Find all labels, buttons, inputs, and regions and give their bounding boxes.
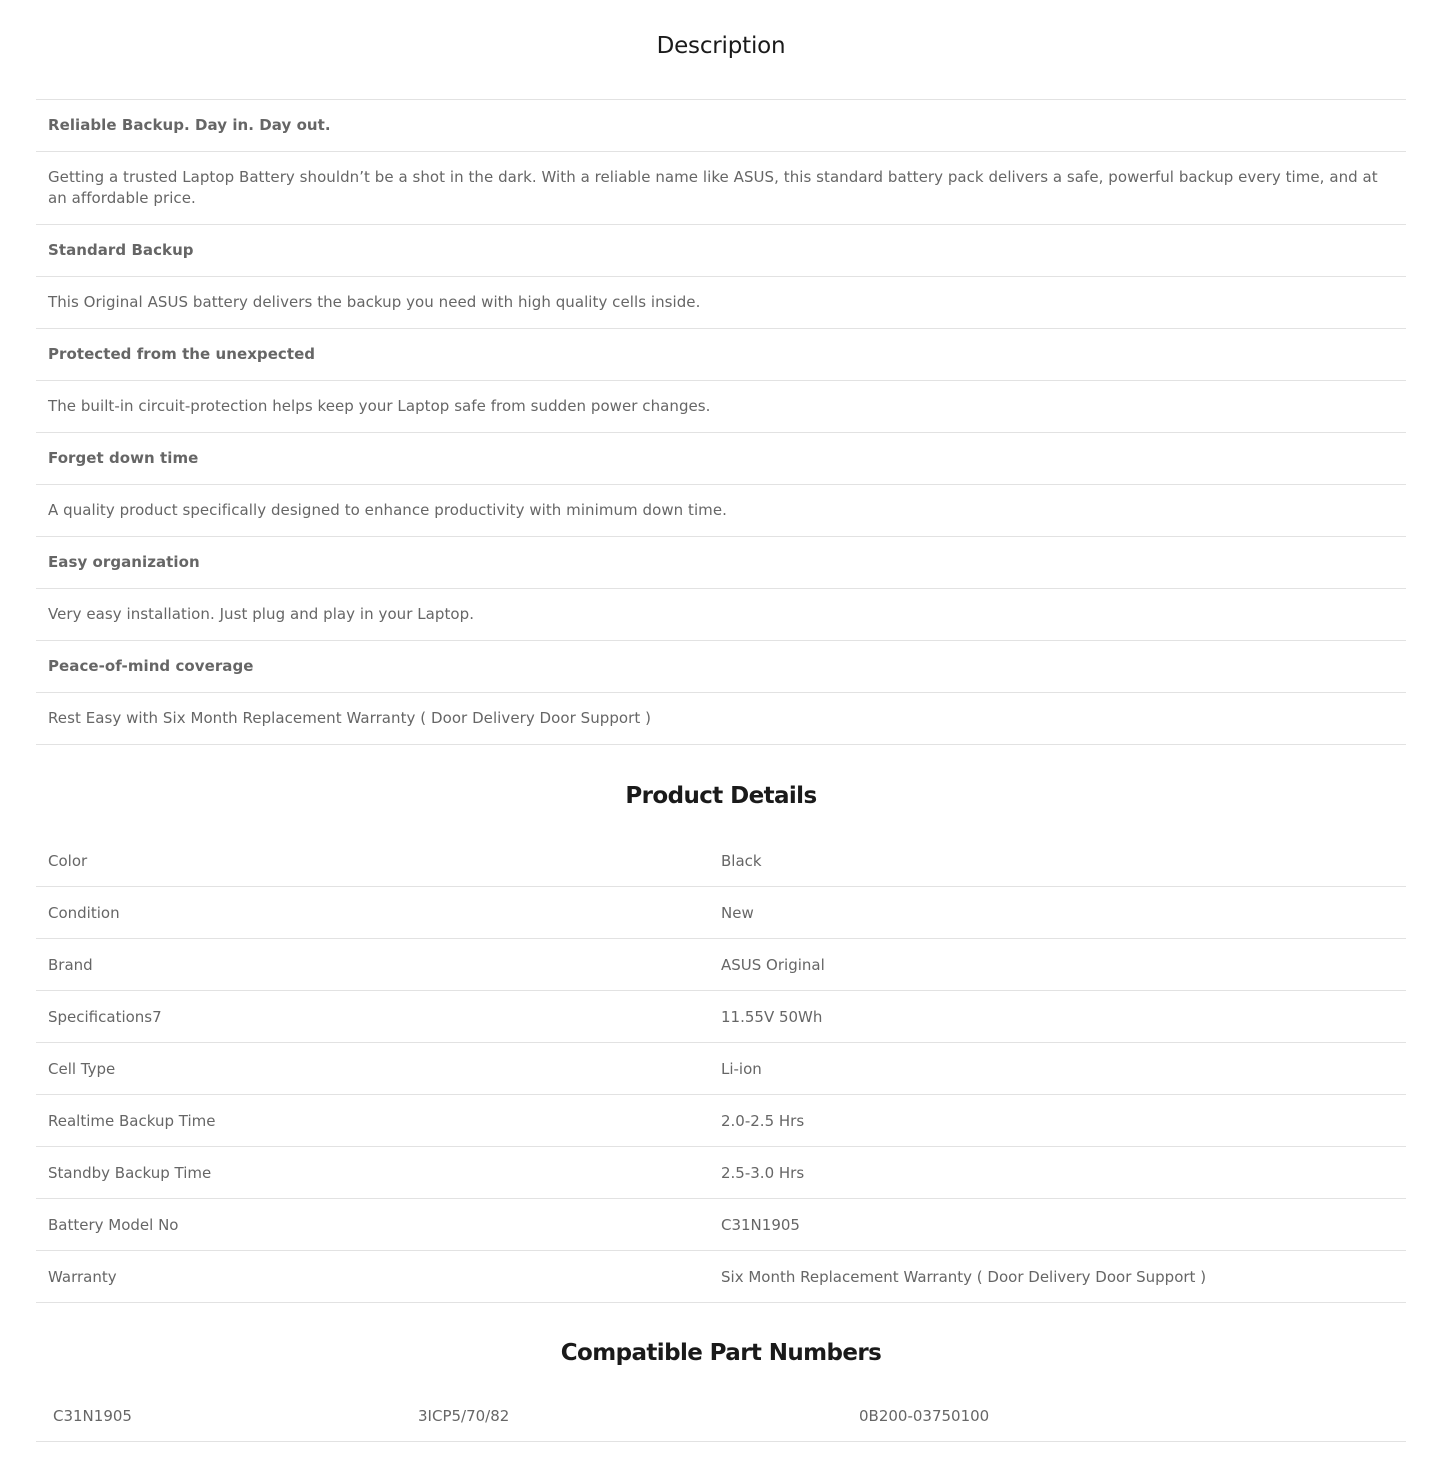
part-number: C31N1905 xyxy=(53,1406,132,1425)
description-heading: Standard Backup xyxy=(36,225,1406,277)
detail-row-cell-type xyxy=(36,1043,1406,1095)
detail-key: Brand xyxy=(48,955,93,974)
detail-value: Black xyxy=(721,851,762,870)
description-text: This Original ASUS battery delivers the backup you need with high quality cells inside. xyxy=(36,277,1406,329)
detail-row-standby-backup xyxy=(36,1147,1406,1199)
compatible-parts-row xyxy=(36,1390,1406,1442)
description-heading: Peace-of-mind coverage xyxy=(36,641,1406,693)
detail-key: Cell Type xyxy=(48,1059,116,1078)
detail-key: Condition xyxy=(48,903,120,922)
detail-key: Realtime Backup Time xyxy=(48,1111,216,1130)
detail-key: Specifications7 xyxy=(48,1007,162,1026)
detail-row-color xyxy=(36,835,1406,887)
detail-key: Warranty xyxy=(48,1267,117,1286)
detail-value: New xyxy=(721,903,754,922)
description-text: A quality product specifically designed to enhance productivity with minimum down time. xyxy=(36,485,1406,537)
product-details-title: Product Details xyxy=(625,783,817,809)
description-text: The built-in circuit-protection helps keep your Laptop safe from sudden power changes. xyxy=(36,381,1406,433)
part-number: 0B200-03750100 xyxy=(859,1406,990,1425)
detail-row-battery-model xyxy=(36,1199,1406,1251)
detail-value: Li-ion xyxy=(721,1059,762,1078)
detail-value: 11.55V 50Wh xyxy=(721,1007,823,1026)
product-details-table xyxy=(36,835,1406,1303)
description-heading: Easy organization xyxy=(36,537,1406,589)
product-info-panel xyxy=(36,0,1406,1442)
description-table xyxy=(36,99,1406,745)
detail-value: 2.0-2.5 Hrs xyxy=(721,1111,805,1130)
detail-row-condition xyxy=(36,887,1406,939)
description-heading: Forget down time xyxy=(36,433,1406,485)
detail-key: Battery Model No xyxy=(48,1215,179,1234)
description-text: Rest Easy with Six Month Replacement Warranty ( Door Delivery Door Support ) xyxy=(36,693,1406,745)
detail-key: Standby Backup Time xyxy=(48,1163,212,1182)
detail-value: C31N1905 xyxy=(721,1215,800,1234)
part-number: 3ICP5/70/82 xyxy=(418,1406,510,1425)
detail-value: ASUS Original xyxy=(721,955,825,974)
detail-row-realtime-backup xyxy=(36,1095,1406,1147)
detail-row-specifications xyxy=(36,991,1406,1043)
detail-key: Color xyxy=(48,851,88,870)
description-heading: Reliable Backup. Day in. Day out. xyxy=(36,100,1406,152)
compatible-parts-title: Compatible Part Numbers xyxy=(560,1340,882,1366)
detail-row-warranty xyxy=(36,1251,1406,1303)
detail-value: 2.5-3.0 Hrs xyxy=(721,1163,805,1182)
description-heading: Protected from the unexpected xyxy=(36,329,1406,381)
description-title: Description xyxy=(656,33,786,59)
detail-row-brand xyxy=(36,939,1406,991)
description-text: Getting a trusted Laptop Battery shouldn’t be a shot in the dark. With a reliable name like ASUS, this standard battery pack delivers a safe, powerful backup every time, and at an affordable price. xyxy=(36,152,1406,225)
description-text: Very easy installation. Just plug and play in your Laptop. xyxy=(36,589,1406,641)
detail-value: Six Month Replacement Warranty ( Door Delivery Door Support ) xyxy=(721,1267,1207,1286)
